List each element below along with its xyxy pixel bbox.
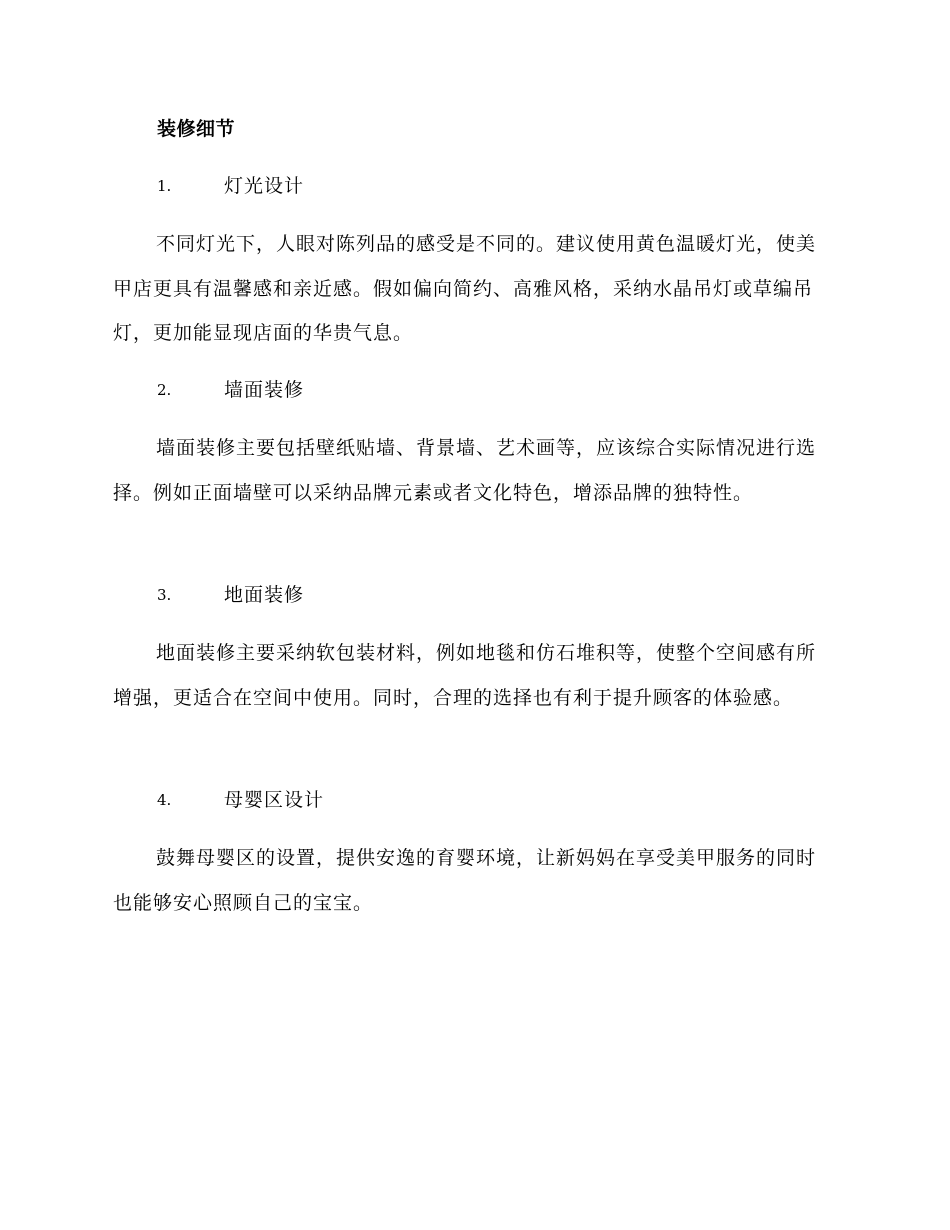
section-3-label: 地面装修 <box>224 584 305 606</box>
section-3-paragraph: 地面装修主要采纳软包装材料，例如地毯和仿石堆积等，使整个空间感有所增强，更适合在空间中使用。同时，合理的选择也有利于提升顾客的体验感。 <box>113 642 817 709</box>
section-4-label: 母婴区设计 <box>224 789 325 811</box>
section-2-title <box>157 376 304 404</box>
section-2-number: 2. <box>157 381 172 399</box>
section-1-number: 1. <box>157 177 172 195</box>
section-2-label: 墙面装修 <box>224 379 305 401</box>
section-1-title <box>157 172 304 200</box>
section-4-number: 4. <box>157 791 172 809</box>
section-heading: 装修细节 <box>157 118 236 140</box>
section-2-paragraph: 墙面装修主要包括壁纸贴墙、背景墙、艺术画等，应该综合实际情况进行选择。例如正面墙壁可以采纳品牌元素或者文化特色，增添品牌的独特性。 <box>113 437 817 504</box>
section-4-title <box>157 786 324 814</box>
section-4-paragraph: 鼓舞母婴区的设置，提供安逸的育婴环境，让新妈妈在享受美甲服务的同时也能够安心照顾自己的宝宝。 <box>113 847 817 914</box>
section-1-label: 灯光设计 <box>224 175 305 197</box>
section-3-number: 3. <box>157 586 172 604</box>
section-1-paragraph: 不同灯光下，人眼对陈列品的感受是不同的。建议使用黄色温暖灯光，使美甲店更具有温馨感和亲近感。假如偏向简约、高雅风格，采纳水晶吊灯或草编吊灯，更加能显现店面的华贵气息。 <box>113 233 817 344</box>
section-3-title <box>157 581 304 609</box>
